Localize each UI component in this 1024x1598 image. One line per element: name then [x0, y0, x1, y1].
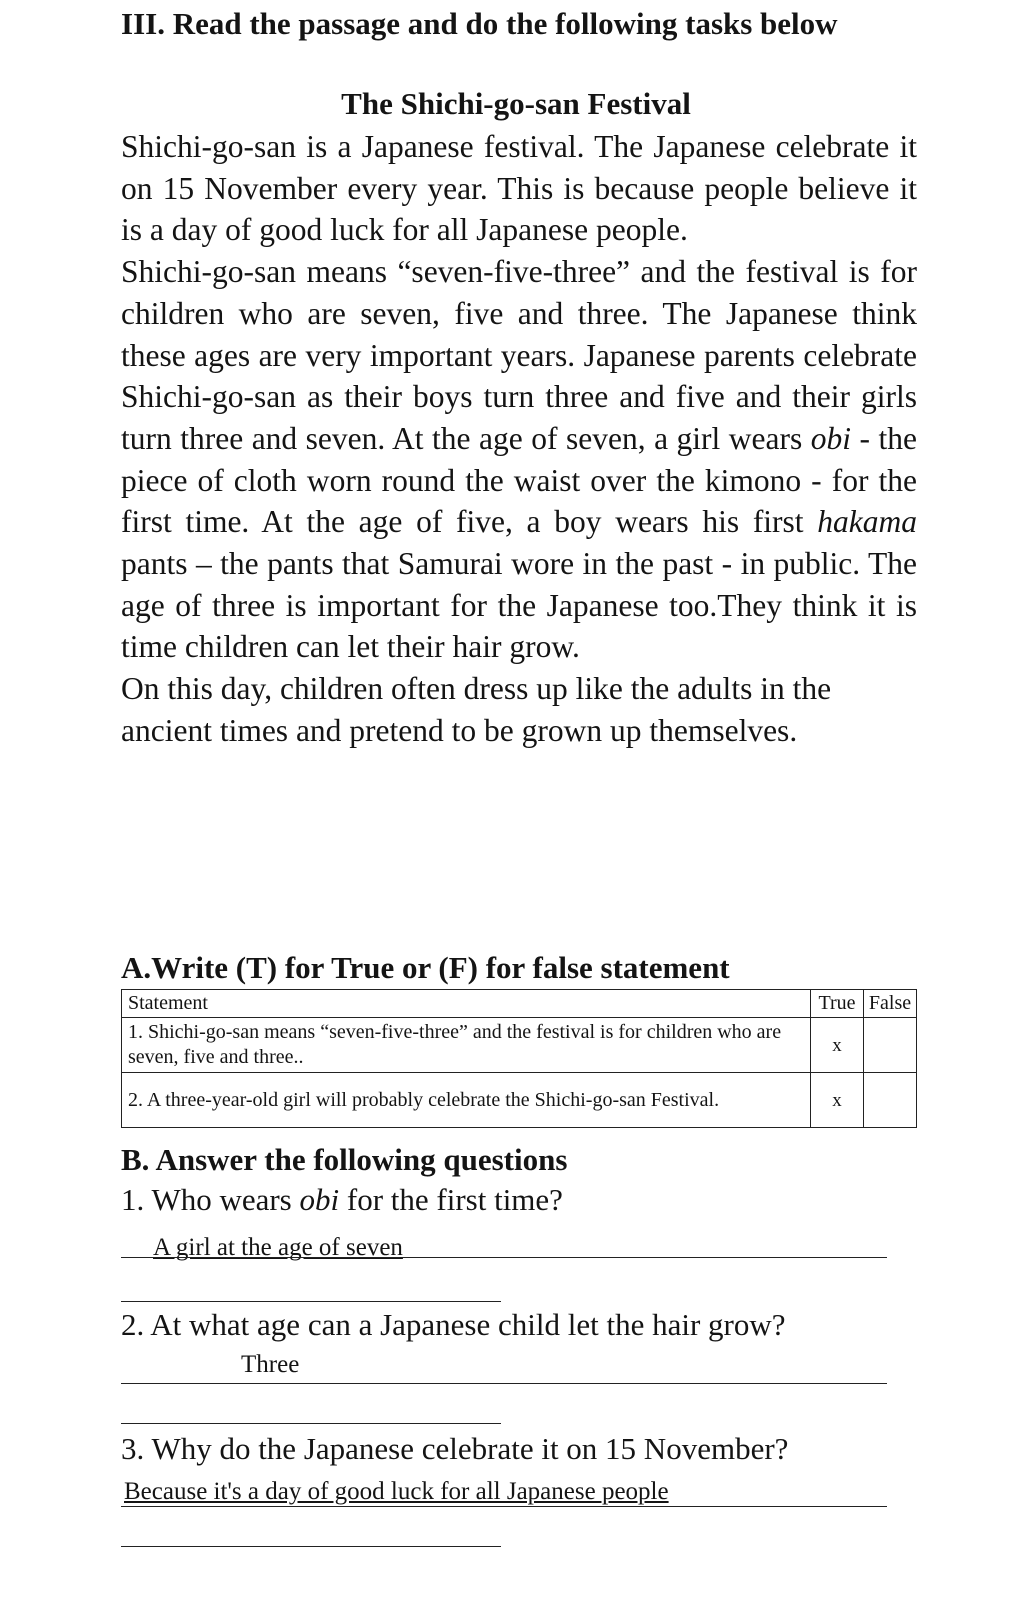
- answer-3-extra-line: [121, 1546, 501, 1547]
- true-column-header: True: [811, 990, 864, 1018]
- question-3: 3. Why do the Japanese celebrate it on 15 November?: [121, 1431, 789, 1466]
- answer-2-line: [121, 1383, 887, 1384]
- answer-1[interactable]: A girl at the age of seven: [153, 1234, 403, 1261]
- passage-paragraph-2: [121, 251, 917, 668]
- passage-paragraph-2-text-c: pants – the pants that Samurai wore in the past - in public. The age of three is important for the Japanese too.They think it is time children can let their hair grow.: [121, 546, 917, 665]
- passage-paragraph-3: On this day, children often dress up like the adults in the ancient times and pretend to be grown up themselves.: [121, 671, 832, 748]
- table-header-row: [122, 990, 917, 1018]
- question-1: [121, 1180, 563, 1220]
- statement-column-header: Statement: [122, 990, 811, 1018]
- false-column-header: False: [864, 990, 917, 1018]
- obi-term: obi: [810, 420, 852, 456]
- passage-title: The Shichi-go-san Festival: [341, 86, 691, 121]
- true-mark-cell[interactable]: x: [811, 1073, 864, 1128]
- question-1-text-a: 1. Who wears: [121, 1182, 300, 1217]
- answer-3[interactable]: Because it's a day of good luck for all Japanese people: [124, 1478, 669, 1505]
- statement-cell: 2. A three-year-old girl will probably celebrate the Shichi-go-san Festival.: [122, 1073, 811, 1128]
- passage-paragraph-1: Shichi-go-san is a Japanese festival. The Japanese celebrate it on 15 November every year. This is because people believe it is a day of good luck for all Japanese people.: [121, 129, 917, 248]
- answer-2-extra-line: [121, 1423, 501, 1424]
- section-b-title: B. Answer the following questions: [121, 1142, 568, 1177]
- answer-3-line: [121, 1506, 887, 1507]
- true-mark-cell[interactable]: x: [811, 1018, 864, 1073]
- statement-cell: 1. Shichi-go-san means “seven-five-three” and the festival is for children who are seven, five and three..: [122, 1018, 811, 1073]
- task-title: III. Read the passage and do the following tasks below: [121, 6, 838, 41]
- passage-body: [121, 126, 917, 752]
- answer-1-line: [121, 1257, 887, 1258]
- answer-1-extra-line: [121, 1301, 501, 1302]
- hakama-term: hakama: [817, 504, 917, 540]
- passage-paragraph-2-text-b: - the piece of cloth worn round the waist over the kimono - for the first time. At the age of five, a boy wears his first: [121, 420, 917, 540]
- false-mark-cell[interactable]: [864, 1018, 917, 1073]
- table-row: [122, 1018, 917, 1073]
- false-mark-cell[interactable]: [864, 1073, 917, 1128]
- table-row: [122, 1073, 917, 1128]
- passage-paragraph-2-text-a: Shichi-go-san means “seven-five-three” and the festival is for children who are seven, five and three. The Japanese think these ages are very important years. Japanese parents celebrate Shichi-go-san as their boys turn three and five and their girls turn three and seven. At the age of seven, a girl wears: [121, 254, 917, 456]
- true-false-table: [121, 989, 917, 1128]
- question-1-obi-term: obi: [299, 1182, 340, 1217]
- answer-2[interactable]: Three: [241, 1351, 300, 1378]
- section-a-title: A.Write (T) for True or (F) for false statement: [121, 950, 730, 985]
- question-1-text-b: for the first time?: [339, 1182, 563, 1217]
- question-2: 2. At what age can a Japanese child let the hair grow?: [121, 1307, 786, 1342]
